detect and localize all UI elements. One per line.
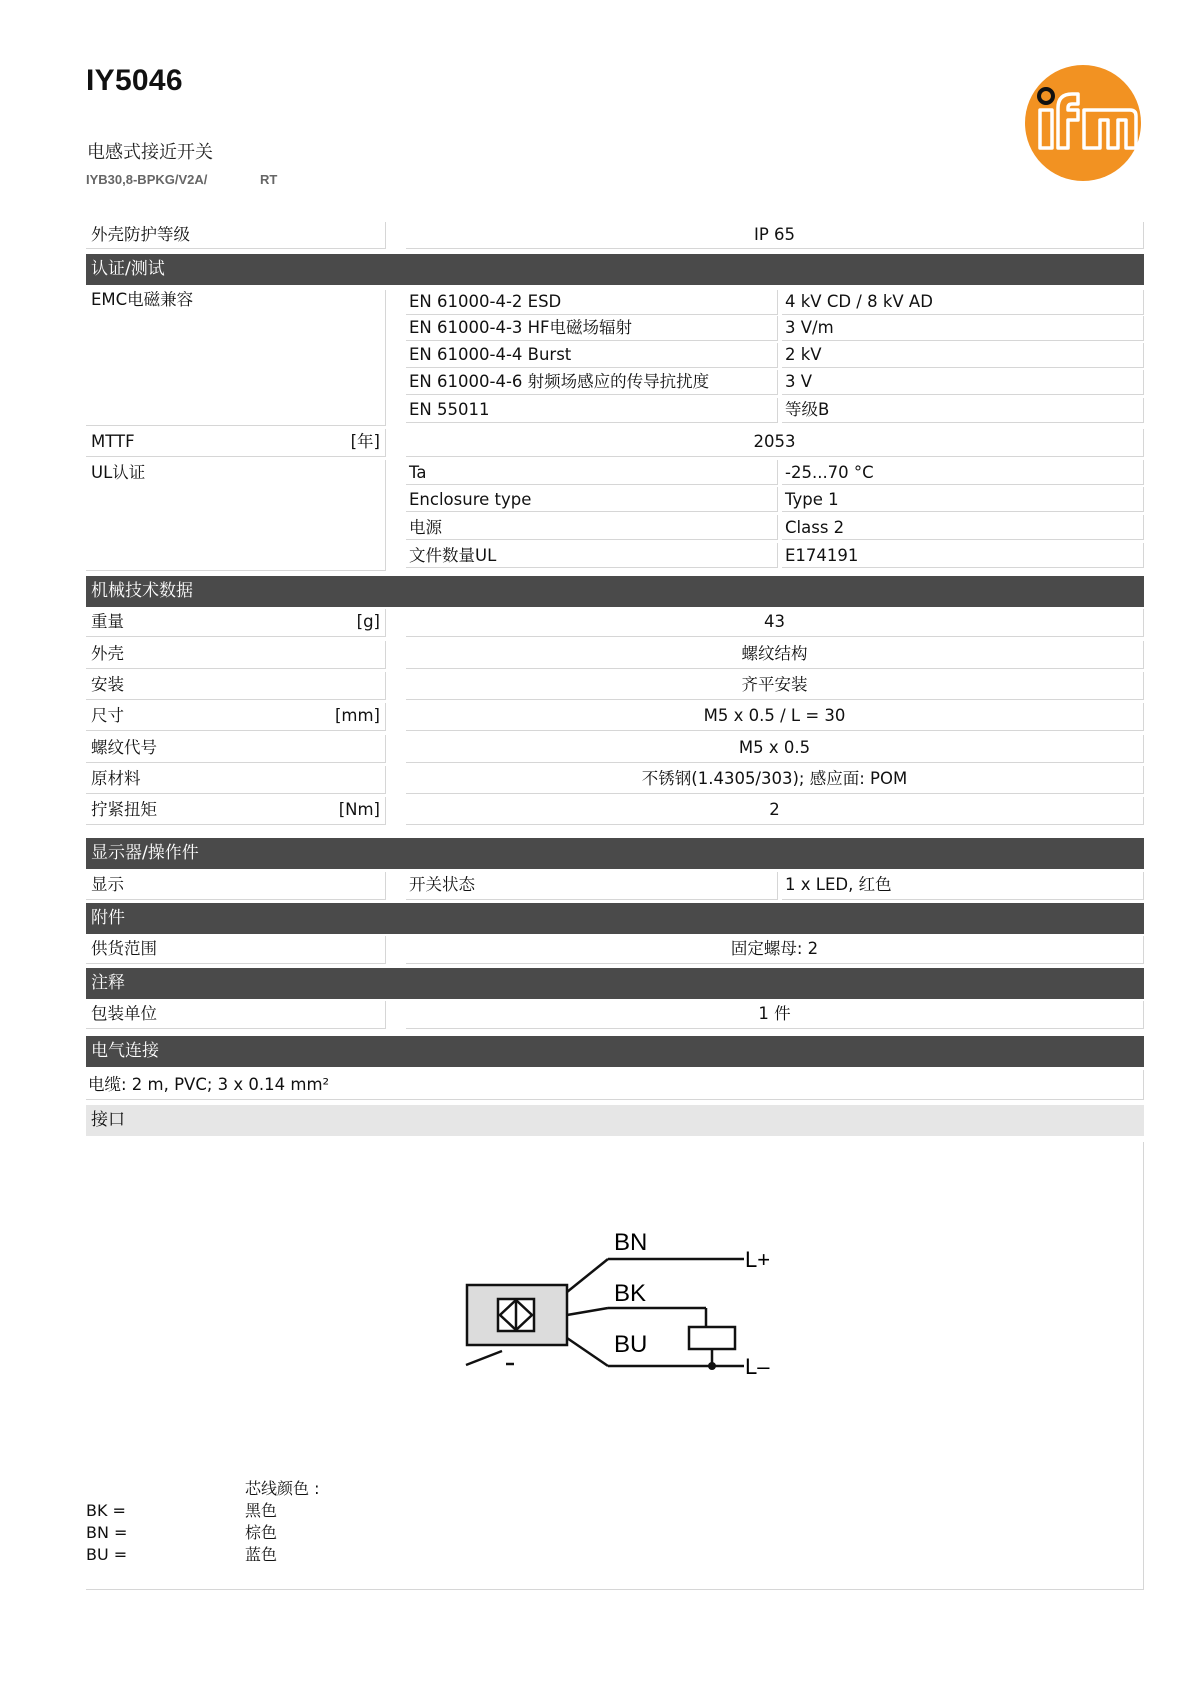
emc-standard: EN 61000-4-2 ESD: [406, 290, 778, 315]
wire-label-bu: BU: [614, 1331, 648, 1358]
mech-thread-label: [86, 735, 386, 763]
section-mechanical: 机械技术数据: [86, 576, 1144, 607]
emc-value: 3 V: [782, 370, 1144, 395]
emc-label: EMC电磁兼容: [86, 290, 386, 426]
section-accessories: 附件: [86, 903, 1144, 934]
emc-value: 2 kV: [782, 343, 1144, 368]
ul-key: 电源: [406, 515, 778, 540]
mech-material-label: [86, 766, 386, 794]
mech-housing-label: [86, 641, 386, 669]
mech-dimensions-label: [86, 703, 386, 731]
ul-key: Ta: [406, 460, 778, 485]
ifm-logo: [1024, 64, 1142, 182]
legend-color: 棕色: [245, 1523, 278, 1542]
display-label: 显示: [86, 872, 386, 900]
mech-torque-label: [86, 797, 386, 825]
mech-thread-value: M5 x 0.5: [406, 735, 1144, 763]
legend-code: BU =: [86, 1545, 128, 1564]
product-title: IY5046: [86, 64, 183, 97]
wire-label-bk: BK: [614, 1280, 647, 1307]
mech-weight-label-text: 重量: [91, 612, 124, 631]
emc-value: 3 V/m: [782, 316, 1144, 341]
ul-value: E174191: [782, 543, 1144, 568]
emc-standard: EN 61000-4-6 射频场感应的传导抗扰度: [406, 370, 778, 395]
emc-value: 等级B: [782, 398, 1144, 423]
mech-weight-unit: [g]: [356, 612, 380, 631]
wire-label-bn: BN: [614, 1230, 648, 1256]
packaging-unit-value: 1 件: [406, 1001, 1144, 1029]
ul-label: UL认证: [86, 460, 386, 571]
ul-key: 文件数量UL: [406, 543, 778, 568]
mttf-label: [86, 429, 386, 457]
emc-standard: EN 55011: [406, 398, 778, 423]
mttf-label-text: MTTF: [91, 432, 135, 451]
supply-scope-label: 供货范围: [86, 936, 386, 964]
emc-standard: EN 61000-4-3 HF电磁场辐射: [406, 316, 778, 341]
ul-key: Enclosure type: [406, 487, 778, 512]
mech-thread-label-text: 螺纹代号: [91, 738, 157, 757]
supply-scope-value: 固定螺母: 2: [406, 936, 1144, 964]
mech-material-label-text: 原材料: [91, 769, 141, 788]
legend-color: 蓝色: [245, 1545, 278, 1564]
ul-value: Type 1: [782, 487, 1144, 512]
mttf-unit: [年]: [350, 432, 380, 451]
cable-spec: 电缆: 2 m, PVC; 3 x 0.14 mm²: [86, 1070, 1144, 1100]
mech-weight-label: [86, 609, 386, 637]
mech-weight-value: 43: [406, 609, 1144, 637]
section-interface: 接口: [86, 1105, 1144, 1136]
terminal-lplus: L+: [745, 1247, 771, 1272]
section-display: 显示器/操作件: [86, 838, 1144, 869]
emc-standard: EN 61000-4-4 Burst: [406, 343, 778, 368]
mech-dimensions-unit: [mm]: [334, 706, 380, 725]
housing-protection-value: IP 65: [406, 222, 1144, 249]
section-notes: 注释: [86, 968, 1144, 999]
mech-mounting-label: [86, 672, 386, 700]
legend-title: 芯线颜色 :: [245, 1479, 320, 1498]
wiring-diagram: [460, 1230, 790, 1390]
legend-code: BK =: [86, 1501, 126, 1520]
ul-value: -25...70 °C: [782, 460, 1144, 485]
packaging-unit-label: 包装单位: [86, 1001, 386, 1029]
display-value: 1 x LED, 红色: [782, 872, 1144, 900]
mech-torque-label-text: 拧紧扭矩: [91, 800, 157, 819]
mech-torque-unit: [Nm]: [338, 800, 380, 819]
mech-mounting-value: 齐平安装: [406, 672, 1144, 700]
section-certification: 认证/测试: [86, 254, 1144, 285]
product-subtitle: 电感式接近开关: [87, 142, 213, 163]
mech-dimensions-label-text: 尺寸: [91, 706, 124, 725]
mech-dimensions-value: M5 x 0.5 / L = 30: [406, 703, 1144, 731]
ul-value: Class 2: [782, 515, 1144, 540]
legend-color: 黑色: [245, 1501, 278, 1520]
mech-housing-value: 螺纹结构: [406, 641, 1144, 669]
product-code: IYB30,8-BPKG/V2A/: [86, 172, 208, 187]
mttf-value: 2053: [406, 429, 1144, 457]
product-code-suffix: RT: [260, 172, 278, 187]
mech-mounting-label-text: 安装: [91, 675, 124, 694]
legend-code: BN =: [86, 1523, 128, 1542]
display-key: 开关状态: [406, 872, 778, 900]
housing-protection-label: 外壳防护等级: [86, 222, 386, 249]
emc-value: 4 kV CD / 8 kV AD: [782, 290, 1144, 315]
mech-material-value: 不锈钢(1.4305/303); 感应面: POM: [406, 766, 1144, 794]
mech-housing-label-text: 外壳: [91, 644, 124, 663]
mech-torque-value: 2: [406, 797, 1144, 825]
section-electrical: 电气连接: [86, 1036, 1144, 1067]
terminal-lminus: L–: [745, 1354, 770, 1379]
